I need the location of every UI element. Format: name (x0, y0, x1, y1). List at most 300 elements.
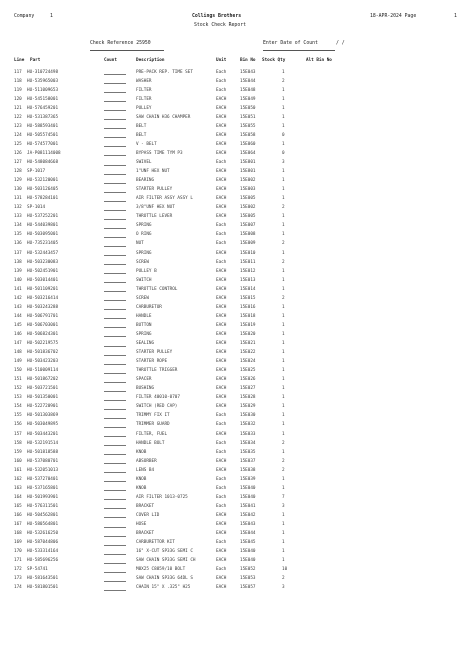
row-part-number: HU-503423203 (27, 359, 59, 365)
row-bin-number: 15E028 (240, 395, 256, 401)
row-unit: EACH (216, 277, 227, 283)
count-entry-line[interactable] (104, 192, 126, 193)
row-bin-number: 15E040 (240, 494, 256, 500)
column-header-alt-bin-no: Alt Bin No (306, 58, 332, 63)
row-part-number: SP-54741 (27, 567, 48, 573)
row-line-number: 160 (14, 458, 22, 464)
count-entry-line[interactable] (104, 83, 126, 84)
check-reference: Check Reference 25950 (90, 41, 151, 46)
column-header-stock-qty: Stock Qty (262, 58, 286, 63)
row-bin-number: 15E025 (240, 368, 256, 374)
row-bin-number: 15E050 (240, 105, 256, 111)
row-line-number: 165 (14, 503, 22, 509)
row-description: AIR FILTER 1013-0725 (136, 494, 188, 500)
row-part-number: HU-537165801 (27, 485, 59, 491)
row-part-number: HU-501109201 (27, 286, 59, 292)
row-line-number: 118 (14, 78, 22, 84)
row-part-number: HU-501836702 (27, 350, 59, 356)
column-header-unit: Unit (216, 58, 227, 63)
row-bin-number: 15E040 (240, 485, 256, 491)
row-bin-number: 15E801 (240, 169, 256, 175)
row-unit: Each (216, 78, 227, 84)
row-bin-number: 15E034 (240, 440, 256, 446)
row-bin-number: 15E035 (240, 449, 256, 455)
row-description: O RING (136, 232, 152, 238)
count-entry-line[interactable] (104, 327, 126, 328)
row-line-number: 149 (14, 359, 22, 365)
row-line-number: 159 (14, 449, 22, 455)
row-part-number: HU-506791701 (27, 313, 59, 319)
row-line-number: 171 (14, 558, 22, 564)
row-bin-number: 15E039 (240, 476, 256, 482)
row-unit: EACH (216, 522, 227, 527)
row-description: AIR FILTER ASSY ASSY L (136, 196, 193, 202)
row-part-number: HU-581643501 (27, 576, 59, 582)
count-entry-line[interactable] (104, 508, 126, 509)
company-value: 1 (50, 14, 53, 19)
row-stock-qty: 1 (282, 277, 285, 283)
row-unit: EACH (216, 286, 227, 292)
row-description: FILTER (136, 87, 152, 93)
column-header-count: Count (104, 58, 117, 63)
row-line-number: 139 (14, 268, 22, 274)
row-bin-number: 15E009 (240, 241, 256, 247)
row-line-number: 168 (14, 531, 22, 537)
row-part-number: HU-502219575 (27, 341, 59, 346)
count-entry-line[interactable] (104, 563, 126, 564)
count-entry-line[interactable] (104, 373, 126, 374)
row-line-number: 173 (14, 576, 22, 582)
count-entry-line[interactable] (104, 454, 126, 455)
row-line-number: 158 (14, 440, 22, 446)
row-unit: EACH (216, 313, 227, 319)
row-line-number: 134 (14, 223, 22, 229)
row-bin-number: 15E019 (240, 322, 256, 328)
row-unit: EACH (216, 105, 227, 111)
row-line-number: 138 (14, 259, 22, 265)
row-part-number: HU-533314164 (27, 549, 59, 555)
row-line-number: 152 (14, 386, 22, 392)
row-stock-qty: 1 (282, 223, 285, 229)
row-stock-qty: 1 (282, 485, 285, 491)
count-entry-line[interactable] (104, 436, 126, 437)
count-entry-line[interactable] (104, 309, 126, 310)
row-bin-number: 15E008 (240, 232, 256, 238)
row-description: BUSHING (136, 386, 155, 392)
count-entry-line[interactable] (104, 346, 126, 347)
row-stock-qty: 1 (282, 141, 285, 147)
count-entry-line[interactable] (104, 237, 126, 238)
row-part-number: HU-502451901 (27, 268, 59, 274)
row-bin-number: 15E007 (240, 223, 256, 229)
count-entry-line[interactable] (104, 155, 126, 156)
row-line-number: 133 (14, 214, 22, 220)
row-bin-number: 15E040 (240, 549, 256, 555)
row-unit: EACH (216, 467, 227, 473)
row-part-number: HU-545158001 (27, 96, 59, 102)
row-description: FILTER 40010-0707 (136, 395, 180, 401)
count-entry-line[interactable] (104, 481, 126, 482)
row-unit: Each (216, 485, 227, 491)
row-part-number: HU-576459201 (27, 105, 59, 111)
row-line-number: 157 (14, 431, 22, 437)
row-unit: EACH (216, 341, 227, 346)
row-bin-number: 15E044 (240, 78, 256, 84)
row-bin-number: 15E041 (240, 503, 256, 509)
row-description: SPRING (136, 331, 152, 337)
row-line-number: 117 (14, 69, 22, 75)
row-stock-qty: 1 (282, 169, 285, 175)
row-part-number: HU-504562801 (27, 512, 59, 518)
row-stock-qty: 2 (282, 205, 285, 211)
row-unit: EACH (216, 196, 227, 202)
row-description: FILTER (136, 96, 152, 102)
row-part-number: HU-503095001 (27, 232, 59, 238)
count-entry-line[interactable] (104, 590, 126, 591)
row-description: 1"UNF HEX NUT (136, 169, 170, 175)
row-unit: EACH (216, 512, 227, 518)
row-description: THROTTLE LEVER (136, 214, 173, 220)
row-part-number: HU-588593401 (27, 123, 59, 129)
row-description: PULLEY (136, 105, 152, 111)
row-bin-number: 15E002 (240, 178, 256, 184)
row-unit: EACH (216, 205, 227, 211)
row-line-number: 131 (14, 196, 22, 202)
row-line-number: 163 (14, 485, 22, 491)
row-description: WASHER (136, 78, 152, 84)
count-entry-line[interactable] (104, 336, 126, 337)
count-entry-line[interactable] (104, 382, 126, 383)
row-unit: EACH (216, 214, 227, 220)
row-description: BELT (136, 132, 147, 138)
row-line-number: 145 (14, 322, 22, 328)
report-company-name: Collings Brothers (192, 14, 242, 19)
row-part-number: HU-578284101 (27, 196, 59, 202)
row-stock-qty: 1 (282, 69, 285, 75)
page-number: 1 (454, 14, 457, 19)
count-entry-line[interactable] (104, 400, 126, 401)
row-description: ABSORBER (136, 458, 157, 464)
count-entry-line[interactable] (104, 463, 126, 464)
row-description: STARTER PULLEY (136, 187, 173, 193)
row-bin-number: 15E044 (240, 531, 256, 537)
column-header-description: Description (136, 58, 165, 63)
count-entry-line[interactable] (104, 418, 126, 419)
row-bin-number: 15E037 (240, 458, 256, 464)
count-entry-line[interactable] (104, 92, 126, 93)
row-description: BEARING (136, 178, 155, 184)
row-part-number: HU-532191514 (27, 440, 59, 446)
row-unit: EACH (216, 549, 227, 555)
row-stock-qty: 1 (282, 395, 285, 401)
row-stock-qty: 2 (282, 259, 285, 265)
row-stock-qty: 1 (282, 268, 285, 274)
count-entry-line[interactable] (104, 210, 126, 211)
row-line-number: 140 (14, 277, 22, 283)
count-entry-line[interactable] (104, 355, 126, 356)
row-line-number: 129 (14, 178, 22, 184)
row-unit: EACH (216, 377, 227, 383)
row-description: TRIMMY FIX IT (136, 413, 170, 419)
row-description: CARBURETOR (136, 304, 162, 310)
row-bin-number: 15E060 (240, 141, 256, 147)
row-line-number: 141 (14, 286, 22, 292)
row-line-number: 172 (14, 567, 22, 573)
count-entry-line[interactable] (104, 291, 126, 292)
count-entry-line[interactable] (104, 364, 126, 365)
row-line-number: 121 (14, 105, 22, 111)
row-stock-qty: 1 (282, 196, 285, 202)
date-slashes: / / (336, 41, 345, 46)
row-bin-number: 15E048 (240, 87, 256, 93)
row-part-number: HU-580564801 (27, 522, 59, 527)
count-entry-line[interactable] (104, 128, 126, 129)
row-part-number: HU-510009114 (27, 368, 59, 374)
row-line-number: 132 (14, 205, 22, 211)
row-stock-qty: 1 (282, 522, 285, 527)
row-description: SPRING (136, 223, 152, 229)
row-line-number: 151 (14, 377, 22, 383)
count-entry-line[interactable] (104, 110, 126, 111)
row-stock-qty: 1 (282, 350, 285, 356)
count-entry-line[interactable] (104, 527, 126, 528)
count-entry-line[interactable] (104, 201, 126, 202)
row-description: SWITCH (RED CAP) (136, 404, 178, 410)
row-bin-number: 15E002 (240, 205, 256, 211)
row-description: BRACKET (136, 531, 155, 537)
count-entry-line[interactable] (104, 581, 126, 582)
row-bin-number: 15E018 (240, 313, 256, 319)
row-unit: Each (216, 422, 227, 428)
row-stock-qty: 1 (282, 404, 285, 410)
row-unit: Each (216, 87, 227, 93)
row-bin-number: 15E003 (240, 187, 256, 193)
row-stock-qty: 1 (282, 549, 285, 555)
row-stock-qty: 1 (282, 512, 285, 518)
count-entry-line[interactable] (104, 545, 126, 546)
row-part-number: HU-581801501 (27, 585, 59, 591)
count-entry-line[interactable] (104, 554, 126, 555)
count-entry-line[interactable] (104, 264, 126, 265)
count-entry-line[interactable] (104, 499, 126, 500)
row-part-number: HU-531387365 (27, 114, 59, 120)
row-unit: EACH (216, 576, 227, 582)
row-line-number: 153 (14, 395, 22, 401)
row-part-number: HU-537252201 (27, 214, 59, 220)
row-part-number: HU-544039801 (27, 223, 59, 229)
row-unit: EACH (216, 331, 227, 337)
row-description: SEALING (136, 341, 155, 346)
enter-date-of-count: Enter Date of Count (263, 41, 318, 46)
row-part-number: HU-532120001 (27, 178, 59, 184)
count-entry-line[interactable] (104, 300, 126, 301)
row-part-number: HU-735231405 (27, 241, 59, 247)
row-stock-qty: 2 (282, 440, 285, 446)
row-stock-qty: 1 (282, 304, 285, 310)
row-stock-qty: 1 (282, 331, 285, 337)
row-line-number: 124 (14, 132, 22, 138)
count-entry-line[interactable] (104, 228, 126, 229)
row-part-number: HU-503049895 (27, 422, 59, 428)
count-entry-line[interactable] (104, 174, 126, 175)
row-stock-qty: 1 (282, 232, 285, 238)
count-entry-line[interactable] (104, 74, 126, 75)
row-unit: EACH (216, 268, 227, 274)
count-entry-line[interactable] (104, 536, 126, 537)
row-unit: Each (216, 503, 227, 509)
row-line-number: 126 (14, 150, 22, 156)
row-unit: EACH (216, 169, 227, 175)
row-description: SCREW (136, 295, 149, 301)
row-bin-number: 15E015 (240, 295, 256, 301)
row-line-number: 142 (14, 295, 22, 301)
row-description: 3/8"UNF HEX NUT (136, 205, 175, 211)
row-bin-number: 15E055 (240, 123, 256, 129)
row-part-number: HU-537080701 (27, 458, 59, 464)
row-line-number: 162 (14, 476, 22, 482)
count-entry-line[interactable] (104, 165, 126, 166)
row-part-number: HU-506824301 (27, 331, 59, 337)
row-unit: EACH (216, 386, 227, 392)
row-line-number: 119 (14, 87, 22, 93)
count-entry-line[interactable] (104, 318, 126, 319)
row-line-number: 174 (14, 585, 22, 591)
row-description: BUTTON (136, 322, 152, 328)
company-label: Company (14, 14, 35, 19)
row-line-number: 155 (14, 413, 22, 419)
row-part-number: SP-1017 (27, 169, 46, 175)
row-bin-number: 15E064 (240, 150, 256, 156)
row-part-number: HU-537270401 (27, 476, 59, 482)
row-description: SAW CHAIN SP33G SEMI CH (136, 558, 196, 564)
row-description: SWITCH (136, 277, 152, 283)
count-entry-line[interactable] (104, 119, 126, 120)
row-unit: EACH (216, 431, 227, 437)
count-entry-line[interactable] (104, 183, 126, 184)
row-part-number: HU-501350001 (27, 395, 59, 401)
row-unit: Each (216, 69, 227, 75)
row-part-number: HU-511009653 (27, 87, 59, 93)
count-entry-line[interactable] (104, 409, 126, 410)
count-entry-line[interactable] (104, 255, 126, 256)
row-bin-number: 15E005 (240, 214, 256, 220)
row-unit: EACH (216, 531, 227, 537)
row-line-number: 154 (14, 404, 22, 410)
row-bin-number: 15E020 (240, 331, 256, 337)
row-description: LENS B4 (136, 467, 155, 473)
row-unit: EACH (216, 114, 227, 120)
count-entry-line[interactable] (104, 219, 126, 220)
row-bin-number: 15E024 (240, 359, 256, 365)
row-stock-qty: 2 (282, 295, 285, 301)
row-stock-qty: 1 (282, 87, 285, 93)
row-part-number: HU-310724498 (27, 69, 59, 75)
row-stock-qty: 1 (282, 413, 285, 419)
date-rule (263, 50, 335, 51)
count-entry-line[interactable] (104, 391, 126, 392)
row-line-number: 144 (14, 313, 22, 319)
column-header-part: Part (30, 58, 41, 63)
row-description: THROTTLE CONTROL (136, 286, 178, 292)
row-part-number: SP-1014 (27, 205, 46, 211)
row-line-number: 130 (14, 187, 22, 193)
row-description: TRIMMER GUARD (136, 422, 170, 428)
row-description: HANDLE BOLT (136, 440, 165, 446)
row-unit: Each (216, 449, 227, 455)
row-description: COVER LID (136, 512, 160, 518)
count-entry-line[interactable] (104, 472, 126, 473)
row-part-number: HU-503126405 (27, 187, 59, 193)
row-part-number: HU-532443457 (27, 250, 59, 256)
row-stock-qty: 1 (282, 322, 285, 328)
row-bin-number: 15E058 (240, 132, 256, 138)
row-line-number: 127 (14, 160, 22, 165)
row-description: M8X25 C8859/10 BOLT (136, 567, 186, 573)
row-part-number: HU-574577001 (27, 141, 59, 147)
row-bin-number: 15E053 (240, 576, 256, 582)
row-stock-qty: 1 (282, 341, 285, 346)
row-stock-qty: 1 (282, 476, 285, 482)
count-entry-line[interactable] (104, 282, 126, 283)
row-unit: Each (216, 440, 227, 446)
row-line-number: 150 (14, 368, 22, 374)
row-description: KNOB (136, 449, 147, 455)
count-entry-line[interactable] (104, 517, 126, 518)
row-description: CHAIN 15" X .325" H25 (136, 585, 191, 591)
row-stock-qty: 7 (282, 494, 285, 500)
row-stock-qty: 1 (282, 540, 285, 546)
row-unit: EACH (216, 395, 227, 401)
row-description: BRACKET (136, 503, 155, 509)
row-description: SPRING (136, 250, 152, 256)
row-stock-qty: 1 (282, 178, 285, 184)
row-description: STARTER PULLEY (136, 350, 173, 356)
row-bin-number: 15E032 (240, 422, 256, 428)
count-entry-line[interactable] (104, 490, 126, 491)
row-bin-number: 15E026 (240, 377, 256, 383)
row-stock-qty: 1 (282, 386, 285, 392)
row-bin-number: 15E012 (240, 268, 256, 274)
row-unit: EACH (216, 123, 227, 129)
count-entry-line[interactable] (104, 427, 126, 428)
row-stock-qty: 1 (282, 250, 285, 256)
row-stock-qty: 1 (282, 187, 285, 193)
row-stock-qty: 1 (282, 114, 285, 120)
row-stock-qty: 1 (282, 313, 285, 319)
row-unit: Each (216, 494, 227, 500)
row-line-number: 164 (14, 494, 22, 500)
count-entry-line[interactable] (104, 445, 126, 446)
count-entry-line[interactable] (104, 146, 126, 147)
count-entry-line[interactable] (104, 137, 126, 138)
row-unit: EACH (216, 558, 227, 564)
row-bin-number: 15E011 (240, 259, 256, 265)
row-stock-qty: 1 (282, 214, 285, 220)
row-unit: EACH (216, 404, 227, 410)
count-entry-line[interactable] (104, 101, 126, 102)
row-description: KNOB (136, 476, 147, 482)
row-bin-number: 15E022 (240, 350, 256, 356)
row-line-number: 125 (14, 141, 22, 147)
row-description: SWIVEL (136, 160, 152, 165)
row-description: SAW CHAIN SP33G 64DL S (136, 576, 193, 582)
row-line-number: 147 (14, 341, 22, 346)
row-unit: Each (216, 413, 227, 419)
count-entry-line[interactable] (104, 572, 126, 573)
count-entry-line[interactable] (104, 273, 126, 274)
count-entry-line[interactable] (104, 246, 126, 247)
row-bin-number: 15E010 (240, 250, 256, 256)
